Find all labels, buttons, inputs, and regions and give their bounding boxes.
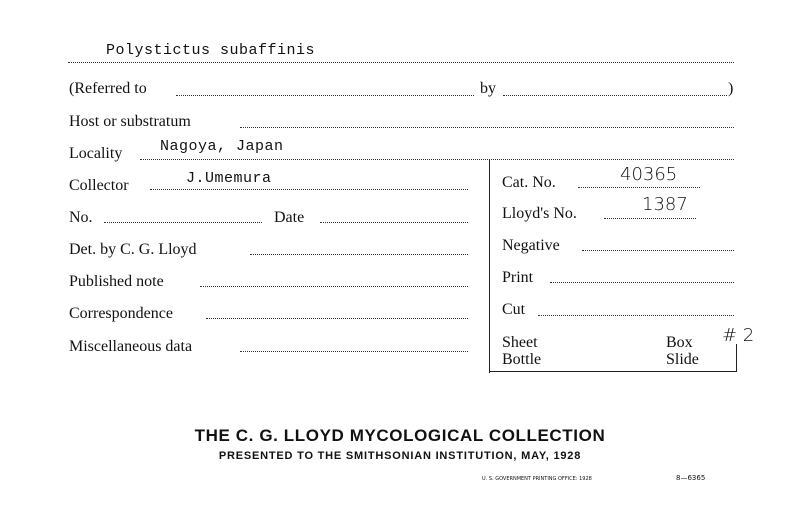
referred-to-label: (Referred to — [69, 80, 147, 97]
locality-value: Nagoya, Japan — [160, 138, 284, 155]
correspondence-label: Correspondence — [69, 305, 173, 322]
right-box-left-border — [489, 160, 490, 373]
close-paren: ) — [728, 80, 734, 97]
correspondence-line — [206, 318, 468, 319]
referred-to-line — [176, 95, 474, 96]
right-box-bottom-border — [490, 371, 736, 372]
locality-label: Locality — [69, 145, 123, 162]
form-code: 8—6365 — [676, 474, 706, 482]
cut-line — [538, 315, 734, 316]
det-by-line — [250, 254, 468, 255]
published-note-label: Published note — [69, 273, 164, 290]
bottle-label: Bottle — [502, 351, 542, 368]
collection-title: THE C. G. LLOYD MYCOLOGICAL COLLECTION — [194, 426, 606, 445]
negative-line — [582, 250, 734, 251]
specimen-name-line — [68, 62, 734, 63]
misc-line — [240, 351, 468, 352]
print-label: Print — [502, 269, 534, 286]
cat-no-line — [578, 187, 700, 188]
by-label: by — [480, 80, 496, 97]
host-label: Host or substratum — [69, 113, 191, 130]
host-line — [240, 127, 734, 128]
det-by-label: Det. by C. G. Lloyd — [69, 241, 197, 258]
lloyds-no-label: Lloyd's No. — [502, 205, 577, 222]
cat-no-value: 40365 — [620, 164, 678, 185]
date-line — [320, 222, 468, 223]
lloyds-no-value: 1387 — [642, 194, 688, 215]
date-label: Date — [274, 209, 305, 226]
collector-line — [150, 189, 468, 190]
sheet-label: Sheet — [502, 334, 538, 351]
no-label: No. — [69, 209, 93, 226]
collector-value: J.Umemura — [186, 170, 272, 187]
cat-no-label: Cat. No. — [502, 174, 556, 191]
right-box-right-border — [736, 344, 737, 372]
locality-line — [140, 159, 734, 160]
collector-label: Collector — [69, 177, 129, 194]
printing-office-note: U. S. GOVERNMENT PRINTING OFFICE: 1928 — [482, 476, 592, 482]
box-label: Box — [666, 334, 693, 351]
collection-subtitle: PRESENTED TO THE SMITHSONIAN INSTITUTION, MAY, 1928 — [218, 450, 582, 462]
slide-label: Slide — [666, 351, 699, 368]
negative-label: Negative — [502, 237, 560, 254]
misc-label: Miscellaneous data — [69, 338, 193, 355]
no-line — [104, 222, 262, 223]
cut-label: Cut — [502, 301, 526, 318]
print-line — [550, 282, 734, 283]
specimen-name: Polystictus subaffinis — [106, 42, 316, 59]
by-line — [503, 95, 727, 96]
box-value: # 2 — [722, 325, 755, 346]
lloyds-no-line — [604, 218, 696, 219]
published-note-line — [200, 286, 468, 287]
